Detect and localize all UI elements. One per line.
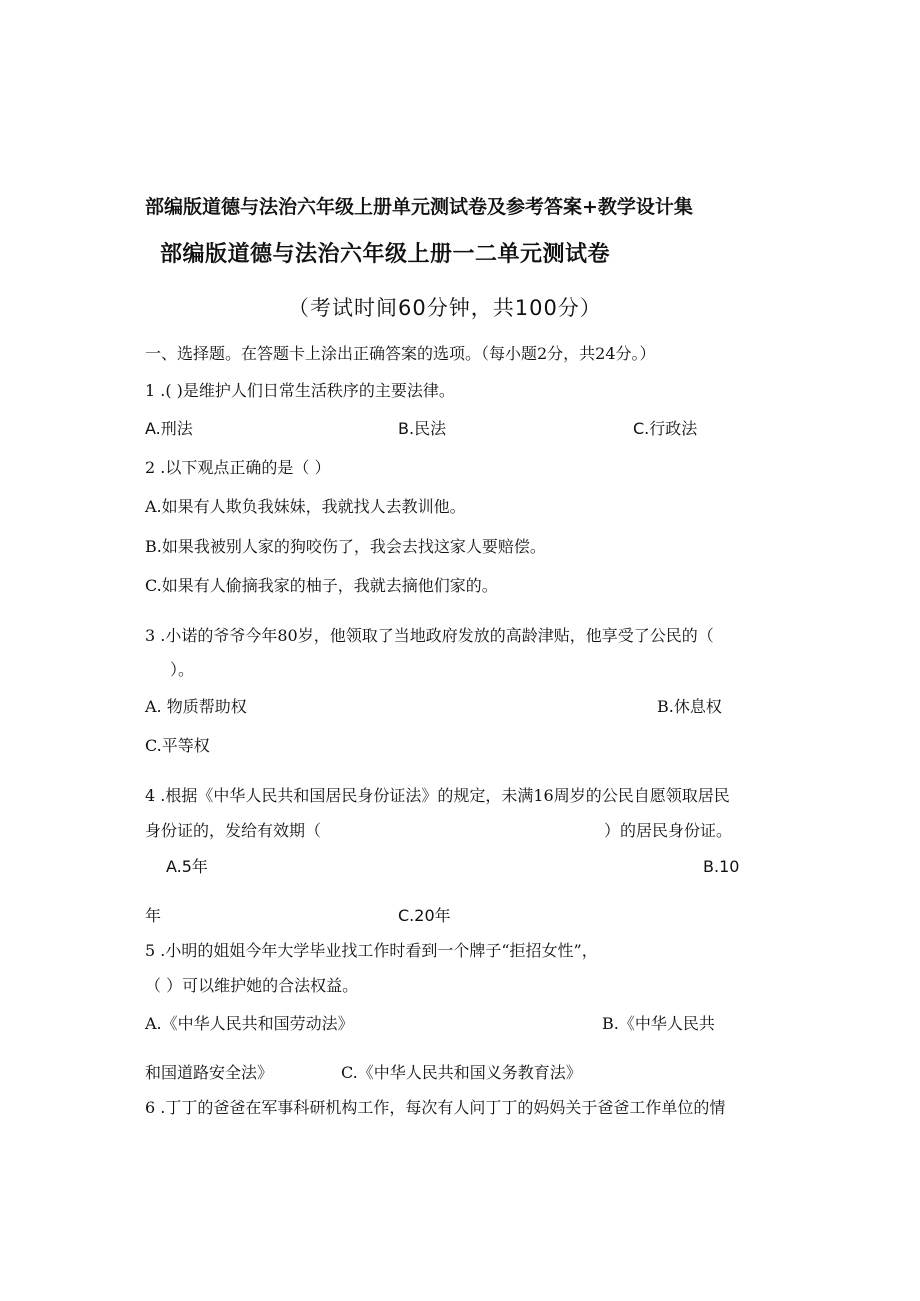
question-1-option-a: A.刑法: [145, 419, 193, 438]
question-6-stem-line1: 6 .丁丁的爸爸在军事科研机构工作，每次有人问丁丁的妈妈关于爸爸工作单位的情: [145, 1098, 726, 1117]
question-2-option-c: C.如果有人偷摘我家的柚子，我就去摘他们家的。: [145, 576, 498, 595]
question-4-option-c: C.20年: [398, 906, 451, 925]
question-3-stem-line1: 3 .小诺的爷爷今年80岁，他领取了当地政府发放的高龄津贴，他享受了公民的（: [145, 626, 714, 645]
question-5-option-b-cont: 和国道路安全法》: [145, 1063, 274, 1082]
question-3-stem-line2: ）。: [170, 660, 195, 679]
question-2-option-b: B.如果我被别人家的狗咬伤了，我会去找这家人要赔偿。: [145, 537, 546, 556]
question-2-stem: 2 .以下观点正确的是（ ）: [145, 458, 331, 477]
question-4-option-b: B.10: [703, 857, 740, 876]
collection-title: 部编版道德与法治六年级上册单元测试卷及参考答案+教学设计集: [145, 196, 693, 218]
question-4-stem-line2b: ）的居民身份证。: [604, 821, 733, 840]
question-3-option-b: B.休息权: [657, 697, 722, 716]
section-heading: 一、选择题。在答题卡上涂出正确答案的选项。（每小题2分，共24分。）: [145, 344, 656, 363]
question-1-stem: 1 .( )是维护人们日常生活秩序的主要法律。: [145, 381, 455, 400]
question-4-option-a: A.5年: [166, 857, 208, 876]
question-5-stem-line1: 5 .小明的姐姐今年大学毕业找工作时看到一个牌子“拒招女性”，: [145, 941, 598, 960]
question-4-option-b-cont: 年: [145, 906, 162, 925]
question-3-option-c: C.平等权: [145, 736, 210, 755]
question-5-option-b: B.《中华人民共: [602, 1014, 715, 1033]
question-1-option-b: B.民法: [398, 419, 447, 438]
question-3-option-a: A. 物质帮助权: [145, 697, 247, 716]
exam-note: （考试时间60分钟，共100分）: [288, 296, 602, 320]
question-1-option-c: C.行政法: [633, 419, 698, 438]
question-5-option-c: C.《中华人民共和国义务教育法》: [341, 1063, 582, 1082]
question-5-option-a: A.《中华人民共和国劳动法》: [145, 1014, 354, 1033]
question-4-stem-line1: 4 .根据《中华人民共和国居民身份证法》的规定，未满16周岁的公民自愿领取居民: [145, 786, 730, 805]
question-2-option-a: A.如果有人欺负我妹妹，我就找人去教训他。: [145, 497, 466, 516]
question-5-stem-line2: （ ）可以维护她的合法权益。: [145, 976, 359, 995]
exam-title: 部编版道德与法治六年级上册一二单元测试卷: [160, 242, 611, 267]
question-4-stem-line2a: 身份证的，发给有效期（: [145, 821, 322, 840]
